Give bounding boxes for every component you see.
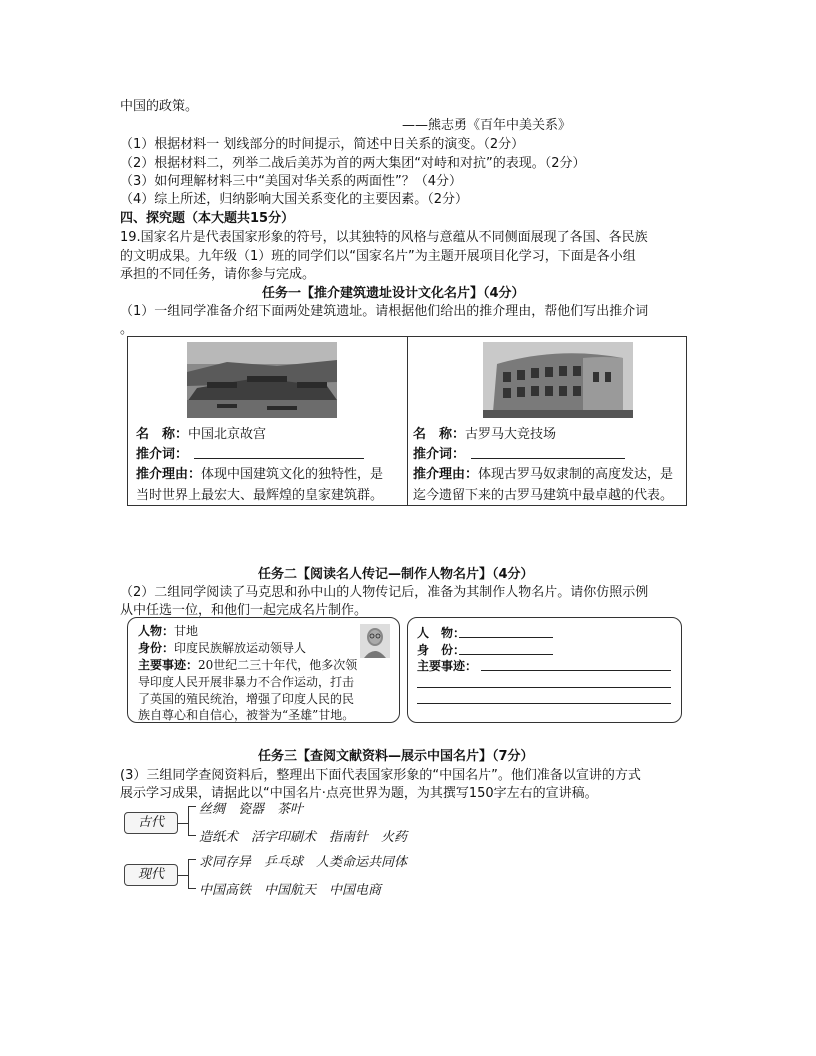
deeds-blank[interactable]	[417, 687, 671, 688]
connector	[178, 823, 188, 824]
name-label: 名 称：	[413, 427, 466, 442]
modern-row-1: 求同存异 乒乓球 人类命运共同体	[199, 855, 408, 870]
person-label: 人物：	[138, 624, 175, 638]
deeds-line: 族自尊心和自信心，被誉为“圣雄”甘地。	[138, 708, 355, 722]
question-2: （2）根据材料二，列举二战后美苏为首的两大集团“对峙和对抗”的表现。（2分）	[120, 156, 586, 171]
gandhi-portrait	[360, 624, 390, 658]
example-identity-row	[138, 639, 306, 656]
modern-bracket	[188, 859, 189, 889]
question-4: （4）综上所述，归纳影响大国关系变化的主要因素。（2分）	[120, 192, 469, 207]
person-blank[interactable]	[459, 637, 553, 638]
modern-label: 现代	[124, 864, 178, 886]
intro-line: 承担的不同任务，请你参与完成。	[120, 267, 316, 282]
answer-blank[interactable]	[471, 458, 625, 459]
rec-label: 推介词：	[136, 447, 189, 462]
colosseum-photo	[483, 342, 633, 418]
modern-row-2: 中国高铁 中国航天 中国电商	[199, 883, 382, 898]
task1-question: （1）一组同学准备介绍下面两处建筑遗址。请根据他们给出的推介理由，帮他们写出推介词	[120, 304, 649, 319]
task1-question: 。	[120, 322, 134, 337]
left-rec-row	[136, 443, 188, 462]
intro-line: 19.国家名片是代表国家形象的符号，以其独特的风格与意蕴从不同侧面展现了各国、各民族	[120, 230, 648, 245]
person-value: 甘地	[174, 624, 199, 638]
blank-deeds-label: 主要事迹：	[417, 659, 478, 673]
answer-blank[interactable]	[194, 458, 364, 459]
blank-identity-label: 身 份：	[417, 643, 466, 657]
task3-question: (3）三组同学查阅资料后，整理出下面代表国家形象的“中国名片”。他们准备以宣讲的方式	[120, 768, 641, 783]
section-heading: 四、探究题（本大题共15分）	[120, 211, 295, 226]
blank-person-label: 人 物：	[417, 626, 466, 640]
reason-text: 体现古罗马奴隶制的高度发达，是	[478, 467, 674, 482]
connector	[178, 875, 188, 876]
deeds-value: 20世纪二三十年代，他多次领	[198, 658, 358, 672]
example-person-row	[138, 622, 198, 639]
task3-question: 展示学习成果，请据此以“中国名片·点亮世界为题，为其撰写150字左右的宣讲稿。	[120, 786, 598, 801]
right-reason-cont: 迄今遗留下来的古罗马建筑中最卓越的代表。	[413, 488, 674, 503]
connector	[188, 806, 196, 807]
right-name-row	[413, 423, 556, 442]
ancient-row-1: 丝绸 瓷器 茶叶	[199, 802, 304, 817]
name-value: 中国北京故宫	[188, 427, 267, 442]
task2-question: 从中任选一位，和他们一起完成名片制作。	[120, 603, 368, 618]
text-line: 中国的政策。	[120, 99, 199, 114]
left-name-row	[136, 423, 266, 442]
deeds-blank[interactable]	[417, 703, 671, 704]
identity-label: 身份：	[138, 641, 175, 655]
reason-label: 推介理由：	[413, 467, 479, 482]
forbidden-city-photo	[187, 342, 337, 418]
left-reason-cont: 当时世界上最宏大、最辉煌的皇家建筑群。	[136, 488, 384, 503]
reason-text: 体现中国建筑文化的独特性，是	[201, 467, 384, 482]
deeds-blank[interactable]	[481, 670, 671, 671]
identity-value: 印度民族解放运动领导人	[174, 641, 307, 655]
deeds-line: 导印度人民开展非暴力不合作运动，打击	[138, 675, 355, 689]
ancient-label: 古代	[124, 812, 178, 834]
left-reason-row	[136, 463, 383, 482]
task1-title: 任务一【推介建筑遗址设计文化名片】（4分）	[262, 286, 525, 301]
identity-blank[interactable]	[459, 654, 553, 655]
question-1: （1）根据材料一 划线部分的时间提示，简述中日关系的演变。（2分）	[120, 137, 525, 152]
name-value: 古罗马大竞技场	[465, 427, 557, 442]
question-3: （3）如何理解材料三中“美国对华关系的两面性”？（4分）	[120, 174, 463, 189]
deeds-label: 主要事迹：	[138, 658, 199, 672]
divider	[407, 337, 408, 505]
connector	[188, 859, 196, 860]
name-label: 名 称：	[136, 427, 189, 442]
ancient-row-2: 造纸术 活字印刷术 指南针 火药	[199, 830, 408, 845]
source-citation: ——熊志勇《百年中美关系》	[402, 118, 572, 133]
deeds-line: 了英国的殖民统治，增强了印度人民的民	[138, 692, 355, 706]
right-reason-row	[413, 463, 673, 482]
reason-label: 推介理由：	[136, 467, 202, 482]
task3-title: 任务三【查阅文献资料—展示中国名片】（7分）	[258, 749, 534, 764]
intro-line: 的文明成果。九年级（1）班的同学们以“国家名片”为主题开展项目化学习，下面是各小组	[120, 249, 636, 264]
connector	[188, 835, 196, 836]
ancient-bracket	[188, 806, 189, 836]
task2-title: 任务二【阅读名人传记—制作人物名片】（4分）	[258, 567, 534, 582]
example-deeds-row	[138, 656, 357, 673]
right-rec-row	[413, 443, 465, 462]
rec-label: 推介词：	[413, 447, 466, 462]
connector	[188, 888, 196, 889]
task2-question: （2）二组同学阅读了马克思和孙中山的人物传记后，准备为其制作人物名片。请你仿照示例	[120, 585, 649, 600]
